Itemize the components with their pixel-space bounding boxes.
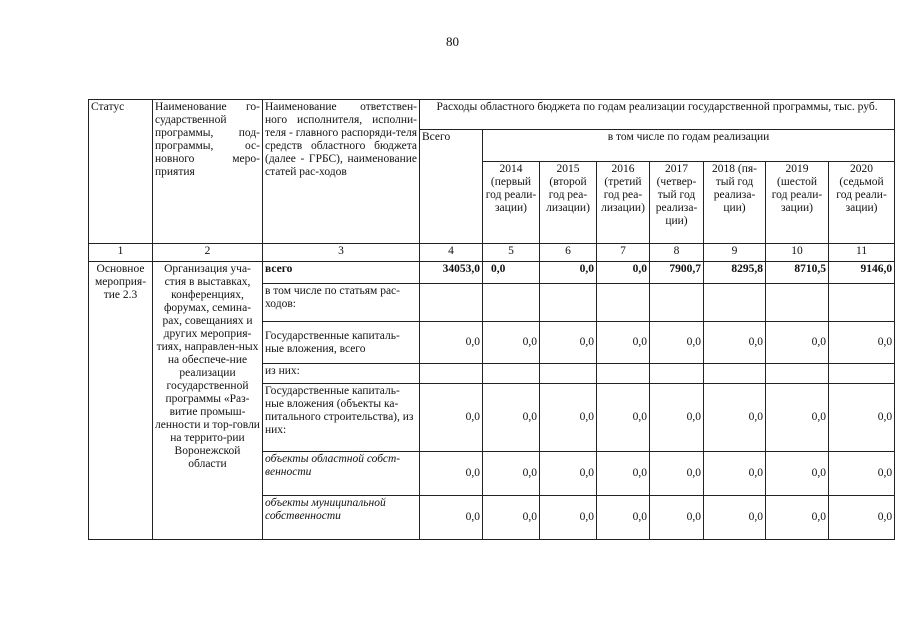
by-years-header: в том числе по годам реализации: [483, 130, 895, 162]
page-number: 80: [446, 34, 459, 49]
value-cell: [540, 364, 597, 384]
column-number: 9: [704, 244, 766, 262]
column-number-row: [89, 244, 895, 262]
header-row-1: [89, 100, 895, 130]
value-cell: 0,0: [420, 452, 483, 496]
year-header-2017: 2017 (четвер-тый год реализа-ции): [650, 162, 704, 244]
column-number: 7: [597, 244, 650, 262]
value-cell: 0,0: [650, 496, 704, 540]
value-cell: 0,0: [650, 452, 704, 496]
column-number: 10: [766, 244, 829, 262]
row-label: объекты муниципальной собственности: [263, 496, 420, 540]
year-header-2016: 2016 (третий год реа-лизации): [597, 162, 650, 244]
column-number: 11: [829, 244, 895, 262]
expenses-header: Расходы областного бюджета по годам реализации государственной программы, тыс. руб.: [420, 100, 895, 130]
value-cell: 0,0: [597, 496, 650, 540]
program-name-header: Наименование го-сударственной программы, под-программы, ос-новного меро-приятия: [153, 100, 263, 244]
measure-name: Организация уча-стия в выставках, конференциях, форумах, семина-рах, совещаниях и других мероприя-тиях, направлен-ных на обеспече-ние реализации государственной программы «Раз-витие промыш-ленности и тор-говли на террито-рии Воронежской области: [153, 262, 263, 540]
budget-table: [88, 99, 895, 540]
column-number: 8: [650, 244, 704, 262]
value-cell: 8295,8: [704, 262, 766, 284]
value-cell: 0,0: [483, 322, 540, 364]
row-label: объекты областной собст-венности: [263, 452, 420, 496]
value-cell: [704, 284, 766, 322]
value-cell: 0,0: [766, 496, 829, 540]
column-number: 5: [483, 244, 540, 262]
row-label: всего: [263, 262, 420, 284]
value-cell: [650, 284, 704, 322]
year-header-2015: 2015 (второй год реа-лизации): [540, 162, 597, 244]
value-cell: 8710,5: [766, 262, 829, 284]
value-cell: [540, 284, 597, 322]
row-label: в том числе по статьям рас-ходов:: [263, 284, 420, 322]
row-label: из них:: [263, 364, 420, 384]
column-number: 2: [153, 244, 263, 262]
column-number: 4: [420, 244, 483, 262]
value-cell: 0,0: [483, 496, 540, 540]
value-cell: 0,0: [420, 496, 483, 540]
value-cell: [597, 284, 650, 322]
value-cell: [829, 364, 895, 384]
value-cell: 0,0: [540, 322, 597, 364]
value-cell: 0,0: [766, 322, 829, 364]
value-cell: [829, 284, 895, 322]
column-number: 1: [89, 244, 153, 262]
value-cell: 9146,0: [829, 262, 895, 284]
value-cell: 0,0: [540, 496, 597, 540]
year-header-2014: 2014 (первый год реали-зации): [483, 162, 540, 244]
value-cell: 0,0: [704, 452, 766, 496]
value-cell: 0,0: [766, 452, 829, 496]
value-cell: 0,0: [704, 496, 766, 540]
value-cell: [597, 364, 650, 384]
value-cell: 0,0: [483, 262, 540, 284]
value-cell: 0,0: [829, 384, 895, 452]
row-label: Государственные капиталь-ные вложения, всего: [263, 322, 420, 364]
value-cell: [420, 364, 483, 384]
year-header-2020: 2020 (седьмой год реали-зации): [829, 162, 895, 244]
value-cell: 7900,7: [650, 262, 704, 284]
value-cell: [704, 364, 766, 384]
value-cell: 0,0: [650, 322, 704, 364]
value-cell: [483, 284, 540, 322]
value-cell: 0,0: [483, 452, 540, 496]
value-cell: [766, 364, 829, 384]
table-row-total: [89, 262, 895, 284]
value-cell: 34053,0: [420, 262, 483, 284]
value-cell: [420, 284, 483, 322]
value-cell: 0,0: [597, 384, 650, 452]
executor-name-header: Наименование ответствен-ного исполнителя, исполни-теля - главного распоряди-теля средств областного бюджета (далее - ГРБС), наименование статей рас-ходов: [263, 100, 420, 244]
value-cell: [766, 284, 829, 322]
value-cell: 0,0: [704, 322, 766, 364]
year-header-2019: 2019 (шестой год реали-зации): [766, 162, 829, 244]
column-number: 6: [540, 244, 597, 262]
value-cell: 0,0: [766, 384, 829, 452]
value-cell: 0,0: [540, 384, 597, 452]
value-cell: 0,0: [650, 384, 704, 452]
value-cell: 0,0: [829, 452, 895, 496]
value-cell: 0,0: [540, 262, 597, 284]
value-cell: 0,0: [829, 322, 895, 364]
total-header: Всего: [420, 130, 483, 244]
value-cell: 0,0: [420, 322, 483, 364]
value-cell: 0,0: [597, 262, 650, 284]
row-label: Государственные капиталь-ные вложения (объекты ка-питального строительства), из них:: [263, 384, 420, 452]
value-cell: 0,0: [704, 384, 766, 452]
value-cell: [483, 364, 540, 384]
value-cell: 0,0: [597, 452, 650, 496]
value-cell: 0,0: [483, 384, 540, 452]
value-cell: [650, 364, 704, 384]
value-cell: 0,0: [540, 452, 597, 496]
measure-status: Основное мероприя-тие 2.3: [89, 262, 153, 540]
value-cell: 0,0: [829, 496, 895, 540]
value-cell: 0,0: [420, 384, 483, 452]
status-header: Статус: [89, 100, 153, 244]
column-number: 3: [263, 244, 420, 262]
value-cell: 0,0: [597, 322, 650, 364]
year-header-2018: 2018 (пя-тый год реализа-ции): [704, 162, 766, 244]
